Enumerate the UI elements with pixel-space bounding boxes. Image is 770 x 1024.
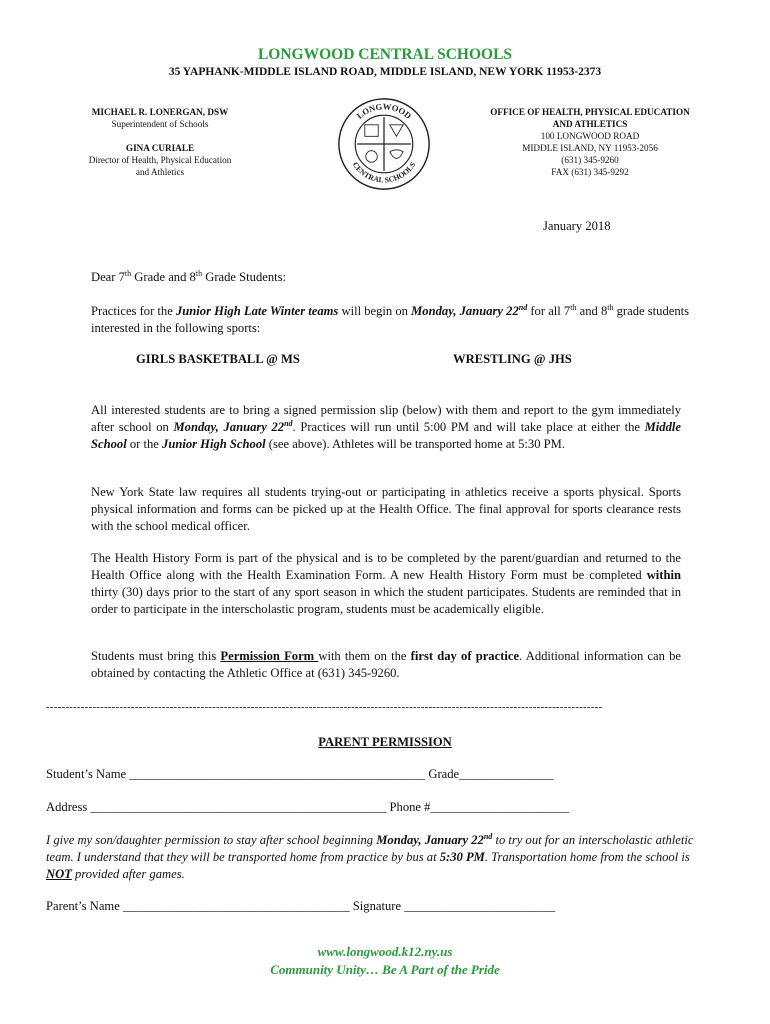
director-name: GINA CURIALE	[125, 143, 195, 153]
parent-signature-line[interactable]: Parent’s Name ____________________________________ Signature ________________________	[46, 899, 556, 913]
footer-motto: Community Unity… Be A Part of the Pride	[270, 962, 500, 977]
footer-website: www.longwood.k12.ny.us	[317, 944, 453, 959]
office-fax: FAX (631) 345-9292	[551, 167, 629, 177]
office-line-2: AND ATHLETICS	[552, 119, 628, 129]
office-phone: (631) 345-9260	[561, 155, 619, 165]
permission-statement: I give my son/daughter permission to stay after school beginning Monday, January 22nd to try out for an interscholastic athletic team. I understand that they will be transported home from practice by bus at 5:30 PM. Transportation home from the school is NOT provided after games.	[46, 831, 694, 881]
director-title-2: and Athletics	[135, 167, 185, 177]
cut-line-divider: ------------------------------------------------------------------------------------------------------------------------------------------------	[46, 701, 603, 713]
paragraph-permission-form: Students must bring this Permission Form with them on the first day of practice. Additional information can be obtained by contacting the Athletic Office at (631) 345-9260.	[91, 649, 681, 680]
paragraph-physical: New York State law requires all students trying-out or participating in athletics receive a sports physical. Sports physical information and forms can be picked up at the Health Office. The final approval for sports clearance rests with the school medical officer.	[91, 485, 681, 533]
seal-text-top: LONGWOOD	[354, 101, 414, 121]
school-seal-logo	[336, 96, 432, 192]
sport-girls-basketball: GIRLS BASKETBALL @ MS	[136, 352, 300, 366]
org-name: LONGWOOD CENTRAL SCHOOLS	[257, 46, 513, 63]
address-phone-line[interactable]: Address _______________________________________________ Phone #______________________	[46, 800, 569, 814]
superintendent-name: MICHAEL R. LONERGAN, DSW	[91, 107, 229, 117]
org-address: 35 YAPHANK-MIDDLE ISLAND ROAD, MIDDLE ISLAND, NEW YORK 11953-2373	[168, 66, 602, 78]
greeting: Dear 7th Grade and 8th Grade Students:	[91, 268, 287, 284]
right-contact-block	[470, 106, 710, 178]
student-name-grade-line[interactable]: Student’s Name _______________________________________________ Grade_______________	[46, 767, 554, 781]
seal-text-bottom: CENTRAL SCHOOLS	[350, 160, 418, 185]
director-title-1: Director of Health, Physical Education	[88, 155, 232, 165]
superintendent-title: Superintendent of Schools	[111, 119, 209, 129]
paragraph-practices: Practices for the Junior High Late Winter teams will begin on Monday, January 22nd for all 7th and 8th grade students interested in the following sports:	[91, 302, 690, 335]
paragraph-health-history: The Health History Form is part of the physical and is to be completed by the parent/guardian and returned to the Health Office along with the Health Examination Form. A new Health History Form must be completed within thirty (30) days prior to the start of any sport season in which the student participates. Students are reminded that in order to participate in the interscholastic program, students must be academically eligible.	[91, 551, 681, 616]
office-city: MIDDLE ISLAND, NY 11953-2056	[522, 143, 658, 153]
office-line-1: OFFICE OF HEALTH, PHYSICAL EDUCATION	[490, 107, 690, 117]
office-street: 100 LONGWOOD ROAD	[540, 131, 640, 141]
sport-wrestling: WRESTLING @ JHS	[453, 352, 572, 366]
letter-date: January 2018	[543, 219, 611, 233]
permission-heading: PARENT PERMISSION	[318, 735, 452, 749]
paragraph-report-gym: All interested students are to bring a signed permission slip (below) with them and report to the gym immediately after school on Monday, January 22nd. Practices will run until 5:00 PM and will take place at either the Middle School or the Junior High School (see above). Athletes will be transported home at 5:30 PM.	[91, 403, 681, 451]
left-contact-block	[60, 106, 260, 178]
